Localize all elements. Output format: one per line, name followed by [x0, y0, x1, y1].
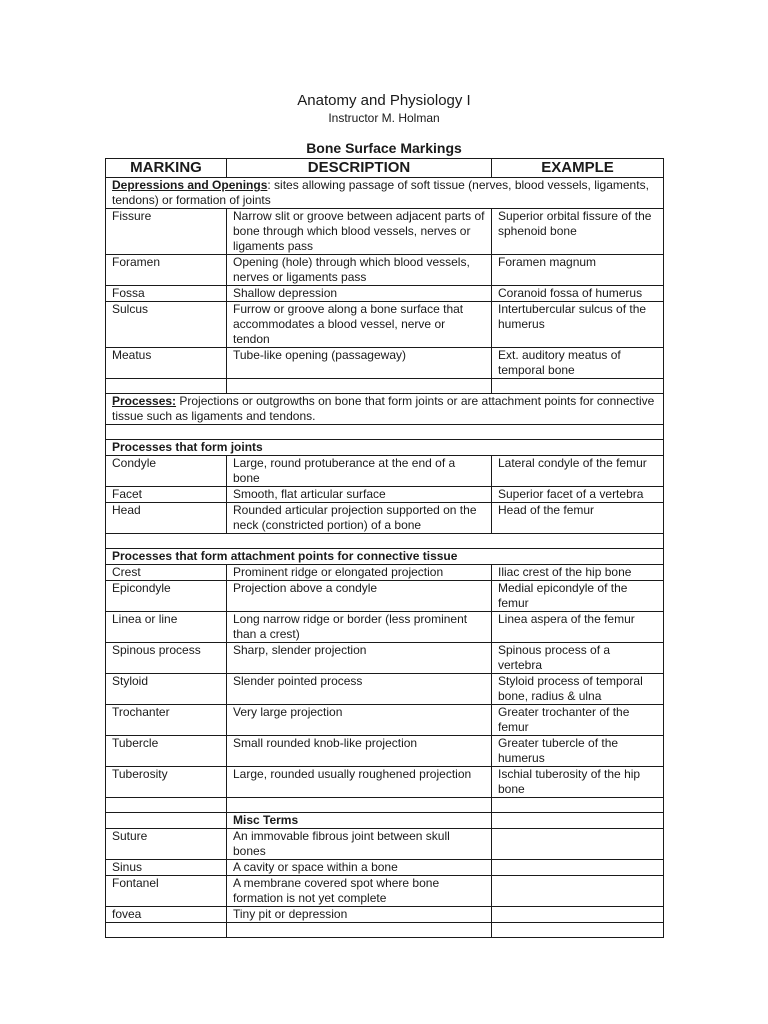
example-cell: [492, 907, 664, 923]
description-cell: Sharp, slender projection: [227, 643, 492, 674]
example-cell: Intertubercular sulcus of the humerus: [492, 302, 664, 348]
example-cell: Iliac crest of the hip bone: [492, 565, 664, 581]
category-label: Depressions and Openings: [112, 178, 268, 192]
description-cell: Large, rounded usually roughened projection: [227, 767, 492, 798]
table-row: [106, 736, 664, 767]
category-intro-cell: [106, 178, 664, 209]
category-intro-row: [106, 178, 664, 209]
example-cell: Lateral condyle of the femur: [492, 456, 664, 487]
marking-cell: Tubercle: [106, 736, 227, 767]
marking-cell: Spinous process: [106, 643, 227, 674]
table-row: [106, 705, 664, 736]
marking-cell: Facet: [106, 487, 227, 503]
example-cell: Superior facet of a vertebra: [492, 487, 664, 503]
marking-cell: Fontanel: [106, 876, 227, 907]
example-cell: Linea aspera of the femur: [492, 612, 664, 643]
blank-cell: [106, 425, 664, 440]
table-row: [106, 255, 664, 286]
table-header-row: [106, 159, 664, 178]
table-row: [106, 876, 664, 907]
category-label: Processes:: [112, 394, 177, 408]
category-intro-row: [106, 394, 664, 425]
header-description: DESCRIPTION: [227, 159, 492, 178]
example-cell: Foramen magnum: [492, 255, 664, 286]
description-cell: Tiny pit or depression: [227, 907, 492, 923]
marking-cell: fovea: [106, 907, 227, 923]
marking-cell: Head: [106, 503, 227, 534]
table-row: [106, 503, 664, 534]
category-description: Projections or outgrowths on bone that form joints or are attachment points for connective tissue such as ligaments and tendons.: [112, 394, 655, 423]
blank-cell: [492, 379, 664, 394]
description-cell: Projection above a condyle: [227, 581, 492, 612]
blank-row: [106, 425, 664, 440]
marking-cell: Meatus: [106, 348, 227, 379]
blank-cell: [227, 923, 492, 938]
section-heading: Processes that form attachment points for connective tissue: [106, 549, 664, 565]
blank-cell: [227, 798, 492, 813]
table-row: [106, 643, 664, 674]
description-cell: Large, round protuberance at the end of a bone: [227, 456, 492, 487]
example-cell: [492, 860, 664, 876]
table-row: [106, 302, 664, 348]
blank-row: [106, 798, 664, 813]
bone-markings-table: [105, 158, 664, 938]
description-cell: A membrane covered spot where bone formation is not yet complete: [227, 876, 492, 907]
example-cell: Greater tubercle of the humerus: [492, 736, 664, 767]
table-row: [106, 286, 664, 302]
marking-cell: Epicondyle: [106, 581, 227, 612]
description-cell: Rounded articular projection supported on the neck (constricted portion) of a bone: [227, 503, 492, 534]
marking-cell: Sinus: [106, 860, 227, 876]
misc-heading-row: [106, 813, 664, 829]
header-marking: MARKING: [106, 159, 227, 178]
example-cell: Medial epicondyle of the femur: [492, 581, 664, 612]
table-row: [106, 487, 664, 503]
description-cell: Opening (hole) through which blood vessels, nerves or ligaments pass: [227, 255, 492, 286]
description-cell: Small rounded knob-like projection: [227, 736, 492, 767]
blank-row: [106, 923, 664, 938]
table-row: [106, 209, 664, 255]
section-heading-row: [106, 440, 664, 456]
table-row: [106, 829, 664, 860]
example-cell: Head of the femur: [492, 503, 664, 534]
blank-row: [106, 379, 664, 394]
description-cell: Long narrow ridge or border (less prominent than a crest): [227, 612, 492, 643]
table-row: [106, 860, 664, 876]
marking-cell: Fossa: [106, 286, 227, 302]
description-cell: A cavity or space within a bone: [227, 860, 492, 876]
category-description: : sites allowing passage of soft tissue (nerves, blood vessels, ligaments, tendons) or formation of joints: [112, 178, 649, 207]
example-cell: Ischial tuberosity of the hip bone: [492, 767, 664, 798]
blank-cell: [492, 923, 664, 938]
description-cell: Furrow or groove along a bone surface that accommodates a blood vessel, nerve or tendon: [227, 302, 492, 348]
description-cell: Narrow slit or groove between adjacent parts of bone through which blood vessels, nerves or ligaments pass: [227, 209, 492, 255]
table-row: [106, 907, 664, 923]
marking-cell: Linea or line: [106, 612, 227, 643]
marking-cell: Suture: [106, 829, 227, 860]
misc-heading: Misc Terms: [227, 813, 492, 829]
marking-cell: Styloid: [106, 674, 227, 705]
blank-cell: [492, 798, 664, 813]
marking-cell: Foramen: [106, 255, 227, 286]
blank-cell: [106, 813, 227, 829]
marking-cell: Sulcus: [106, 302, 227, 348]
section-heading: Processes that form joints: [106, 440, 664, 456]
section-heading-row: [106, 549, 664, 565]
table-body: [106, 178, 664, 938]
table-row: [106, 456, 664, 487]
description-cell: Slender pointed process: [227, 674, 492, 705]
blank-cell: [227, 379, 492, 394]
instructor-name: Instructor M. Holman: [328, 111, 440, 125]
description-cell: Shallow depression: [227, 286, 492, 302]
marking-cell: Trochanter: [106, 705, 227, 736]
example-cell: [492, 829, 664, 860]
table-row: [106, 674, 664, 705]
marking-cell: Condyle: [106, 456, 227, 487]
example-cell: Coranoid fossa of humerus: [492, 286, 664, 302]
description-cell: Very large projection: [227, 705, 492, 736]
marking-cell: Tuberosity: [106, 767, 227, 798]
table-row: [106, 565, 664, 581]
description-cell: Tube-like opening (passageway): [227, 348, 492, 379]
course-title: Anatomy and Physiology I: [297, 92, 471, 109]
example-cell: Spinous process of a vertebra: [492, 643, 664, 674]
example-cell: Styloid process of temporal bone, radius & ulna: [492, 674, 664, 705]
table-row: [106, 612, 664, 643]
table-row: [106, 581, 664, 612]
example-cell: Ext. auditory meatus of temporal bone: [492, 348, 664, 379]
table-row: [106, 767, 664, 798]
example-cell: [492, 876, 664, 907]
blank-row: [106, 534, 664, 549]
blank-cell: [106, 798, 227, 813]
page-title: Bone Surface Markings: [306, 140, 462, 156]
table-row: [106, 348, 664, 379]
category-intro-cell: [106, 394, 664, 425]
header-example: EXAMPLE: [492, 159, 664, 178]
description-cell: An immovable fibrous joint between skull bones: [227, 829, 492, 860]
blank-cell: [106, 379, 227, 394]
description-cell: Smooth, flat articular surface: [227, 487, 492, 503]
blank-cell: [492, 813, 664, 829]
blank-cell: [106, 923, 227, 938]
example-cell: Superior orbital fissure of the sphenoid bone: [492, 209, 664, 255]
description-cell: Prominent ridge or elongated projection: [227, 565, 492, 581]
example-cell: Greater trochanter of the femur: [492, 705, 664, 736]
blank-cell: [106, 534, 664, 549]
marking-cell: Crest: [106, 565, 227, 581]
marking-cell: Fissure: [106, 209, 227, 255]
